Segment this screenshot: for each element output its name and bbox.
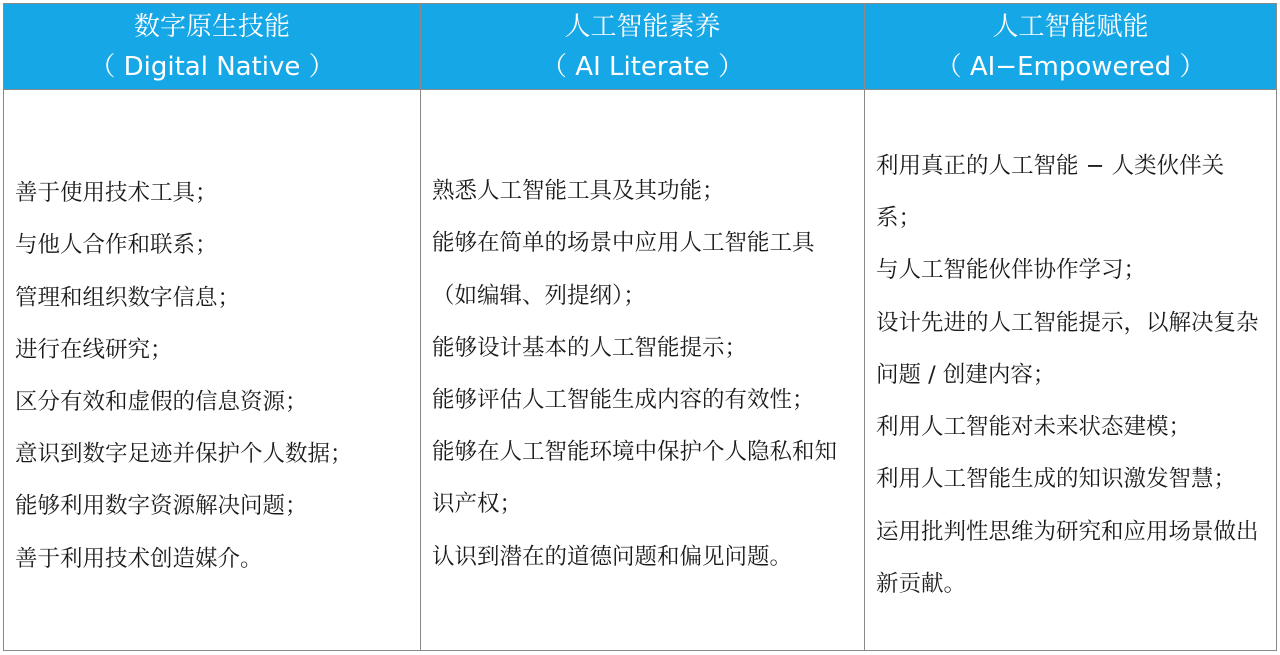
list-item: 能够在人工智能环境中保护个人隐私和知识产权； bbox=[432, 439, 838, 518]
list-item: 运用批判性思维为研究和应用场景做出新贡献。 bbox=[876, 518, 1259, 597]
list-item: 设计先进的人工智能提示，以解决复杂问题 / 创建内容； bbox=[876, 309, 1259, 388]
cell-digital-native bbox=[4, 90, 420, 650]
list-item: 利用真正的人工智能 − 人类伙伴关系； bbox=[876, 153, 1225, 232]
column-subtitle: （ AI Literate ） bbox=[541, 51, 744, 82]
list-item: 能够在简单的场景中应用人工智能工具（如编辑、列提纲）； bbox=[432, 230, 815, 309]
list-item: 能够利用数字资源解决问题； bbox=[15, 493, 308, 520]
list-item: 能够设计基本的人工智能提示； bbox=[432, 334, 748, 361]
column-subtitle: （ Digital Native ） bbox=[89, 51, 335, 82]
header-ai-empowered bbox=[864, 4, 1276, 90]
list-item: 管理和组织数字信息； bbox=[15, 284, 241, 311]
list-item: 善于利用技术创造媒介。 bbox=[15, 545, 263, 572]
list-item: 能够评估人工智能生成内容的有效性； bbox=[432, 387, 815, 413]
header-ai-literate bbox=[420, 4, 864, 90]
list-item: 认识到潜在的道德问题和偏见问题。 bbox=[432, 543, 793, 570]
cell-ai-literate bbox=[420, 90, 864, 650]
header-digital-native bbox=[4, 4, 420, 90]
column-subtitle: （ AI−Empowered ） bbox=[935, 51, 1206, 82]
skills-comparison-table bbox=[3, 3, 1277, 651]
list-item: 与他人合作和联系； bbox=[15, 232, 218, 259]
list-item: 善于使用技术工具； bbox=[15, 180, 218, 207]
cell-ai-empowered bbox=[864, 90, 1276, 650]
list-item: 意识到数字足迹并保护个人数据； bbox=[15, 441, 353, 468]
skills-list bbox=[876, 140, 1264, 610]
list-item: 熟悉人工智能工具及其功能； bbox=[432, 178, 725, 205]
list-item: 与人工智能伙伴协作学习； bbox=[876, 257, 1147, 284]
column-title: 人工智能赋能 bbox=[992, 11, 1149, 42]
skills-list bbox=[432, 165, 852, 583]
list-item: 利用人工智能生成的知识激发智慧； bbox=[876, 466, 1237, 493]
skills-list bbox=[15, 167, 408, 585]
list-item: 区分有效和虚假的信息资源； bbox=[15, 389, 308, 415]
list-item: 利用人工智能对未来状态建模； bbox=[876, 414, 1192, 441]
list-item: 进行在线研究； bbox=[15, 336, 173, 363]
column-title: 人工智能素养 bbox=[564, 11, 721, 42]
column-title: 数字原生技能 bbox=[133, 11, 290, 42]
